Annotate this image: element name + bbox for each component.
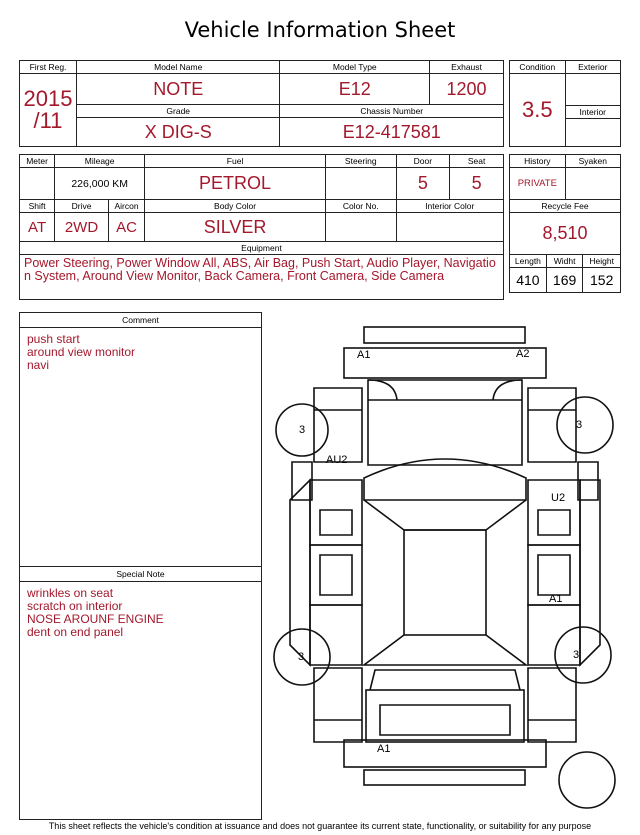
right-side-sill — [580, 480, 600, 665]
condition-table — [509, 60, 621, 147]
recycle-fee-label: Recycle Fee — [510, 200, 621, 213]
mileage-value: 226,000 KM — [55, 168, 145, 200]
color-no-value — [326, 213, 397, 242]
comment-header: Comment — [20, 313, 261, 328]
tire-rear-left-depth: 3 — [298, 651, 305, 663]
fuel-value: PETROL — [145, 168, 326, 200]
left-front-fender — [314, 388, 362, 462]
color-no-label: Color No. — [326, 200, 397, 213]
exterior-value — [565, 74, 620, 106]
chassis-number-value: E12-417581 — [280, 118, 504, 147]
history-table — [509, 154, 621, 293]
door-value: 5 — [396, 168, 450, 200]
exhaust-label: Exhaust — [430, 61, 504, 74]
first-reg-value — [20, 74, 77, 147]
recycle-fee-value: 8,510 — [510, 213, 621, 255]
damage-front-left: A1 — [357, 349, 371, 361]
syaken-label: Syaken — [565, 155, 620, 168]
seat-value: 5 — [450, 168, 504, 200]
seat-label: Seat — [450, 155, 504, 168]
special-note-line: dent on end panel — [27, 625, 124, 639]
steering-label: Steering — [326, 155, 397, 168]
model-name-label: Model Name — [76, 61, 280, 74]
special-note-header: Special Note — [20, 567, 261, 582]
rear-bumper — [344, 740, 546, 767]
comment-line: navi — [27, 358, 50, 372]
drive-label: Drive — [55, 200, 109, 213]
special-note-line: wrinkles on seat — [27, 586, 114, 600]
left-rear-panel — [310, 605, 362, 665]
model-type-value: E12 — [280, 74, 430, 105]
model-name-value: NOTE — [76, 74, 280, 105]
syaken-value — [565, 168, 620, 200]
tire-rear-right-depth: 3 — [573, 649, 580, 661]
damage-left-front-panel: AU2 — [326, 454, 348, 466]
comment-lines — [20, 328, 261, 377]
body-color-label: Body Color — [145, 200, 326, 213]
spec-table — [19, 154, 504, 300]
vehicle-main-table — [19, 60, 504, 147]
grade-label: Grade — [76, 105, 280, 118]
tire-front-right — [557, 397, 613, 453]
height-label: Height — [583, 255, 621, 268]
tire-front-right-depth: 3 — [576, 419, 583, 431]
aircon-value: AC — [108, 213, 144, 242]
history-label: History — [510, 155, 566, 168]
right-mirror — [578, 462, 598, 500]
left-side-sill — [290, 480, 310, 665]
history-value: PRIVATE — [510, 168, 566, 200]
meter-value — [20, 168, 55, 200]
page-title: Vehicle Information Sheet — [184, 18, 456, 42]
front-bumper-top — [364, 327, 525, 343]
left-rear-fender — [314, 668, 362, 742]
interior-value — [565, 119, 620, 147]
damage-front-right: A2 — [516, 348, 530, 360]
width-value: 169 — [546, 268, 583, 293]
length-value: 410 — [510, 268, 547, 293]
comment-line: push start — [27, 332, 80, 346]
drive-value: 2WD — [55, 213, 109, 242]
model-type-label: Model Type — [280, 61, 430, 74]
length-label: Length — [510, 255, 547, 268]
first-reg-year: 2015 — [23, 86, 73, 111]
interior-color-label: Interior Color — [396, 200, 503, 213]
comment-line: around view monitor — [27, 345, 136, 359]
shift-label: Shift — [20, 200, 55, 213]
special-note-line: scratch on interior — [27, 599, 123, 613]
disclaimer-footer: This sheet reflects the vehicle's condition at issuance and does not guarantee its current state, functionality, or suitability for any purpose — [48, 821, 592, 831]
width-label: Widht — [546, 255, 583, 268]
interior-color-value — [396, 213, 503, 242]
aircon-label: Aircon — [108, 200, 144, 213]
damage-right-front-panel: U2 — [551, 492, 566, 504]
left-rear-door — [310, 545, 362, 605]
special-note-box — [19, 566, 262, 820]
condition-value: 3.5 — [510, 74, 566, 147]
rear-bumper-bottom — [364, 770, 525, 785]
tire-front-left-depth: 3 — [299, 424, 306, 436]
height-value: 152 — [583, 268, 621, 293]
shift-value: AT — [20, 213, 55, 242]
damage-rear-bumper: A1 — [377, 743, 391, 755]
first-reg-month: /11 — [33, 108, 63, 133]
first-reg-label: First Reg. — [20, 61, 77, 74]
body-color-value: SILVER — [145, 213, 326, 242]
tire-rear-right — [555, 627, 611, 683]
door-label: Door — [396, 155, 450, 168]
chassis-number-label: Chassis Number — [280, 105, 504, 118]
condition-label: Condition — [510, 61, 566, 74]
fuel-label: Fuel — [145, 155, 326, 168]
special-note-lines — [20, 582, 261, 644]
spare-tire — [559, 752, 615, 808]
right-front-fender — [528, 388, 576, 462]
hood — [368, 380, 522, 465]
mileage-label: Mileage — [55, 155, 145, 168]
interior-label: Interior — [565, 106, 620, 119]
exterior-label: Exterior — [565, 61, 620, 74]
special-note-line: NOSE AROUNF ENGINE — [27, 612, 164, 626]
equipment-value: Power Steering, Power Window All, ABS, Air Bag, Push Start, Audio Player, Navigatio n System, Around View Monitor, Back Camera, Front Camera, Side Camera — [20, 255, 504, 300]
damage-right-rear-panel: A1 — [549, 593, 563, 605]
car-damage-diagram — [262, 318, 632, 818]
equipment-label: Equipment — [20, 242, 504, 255]
exhaust-value: 1200 — [430, 74, 504, 105]
steering-value — [326, 168, 397, 200]
roof — [404, 530, 486, 635]
meter-label: Meter — [20, 155, 55, 168]
grade-value: X DIG-S — [76, 118, 280, 147]
comment-box — [19, 312, 262, 567]
